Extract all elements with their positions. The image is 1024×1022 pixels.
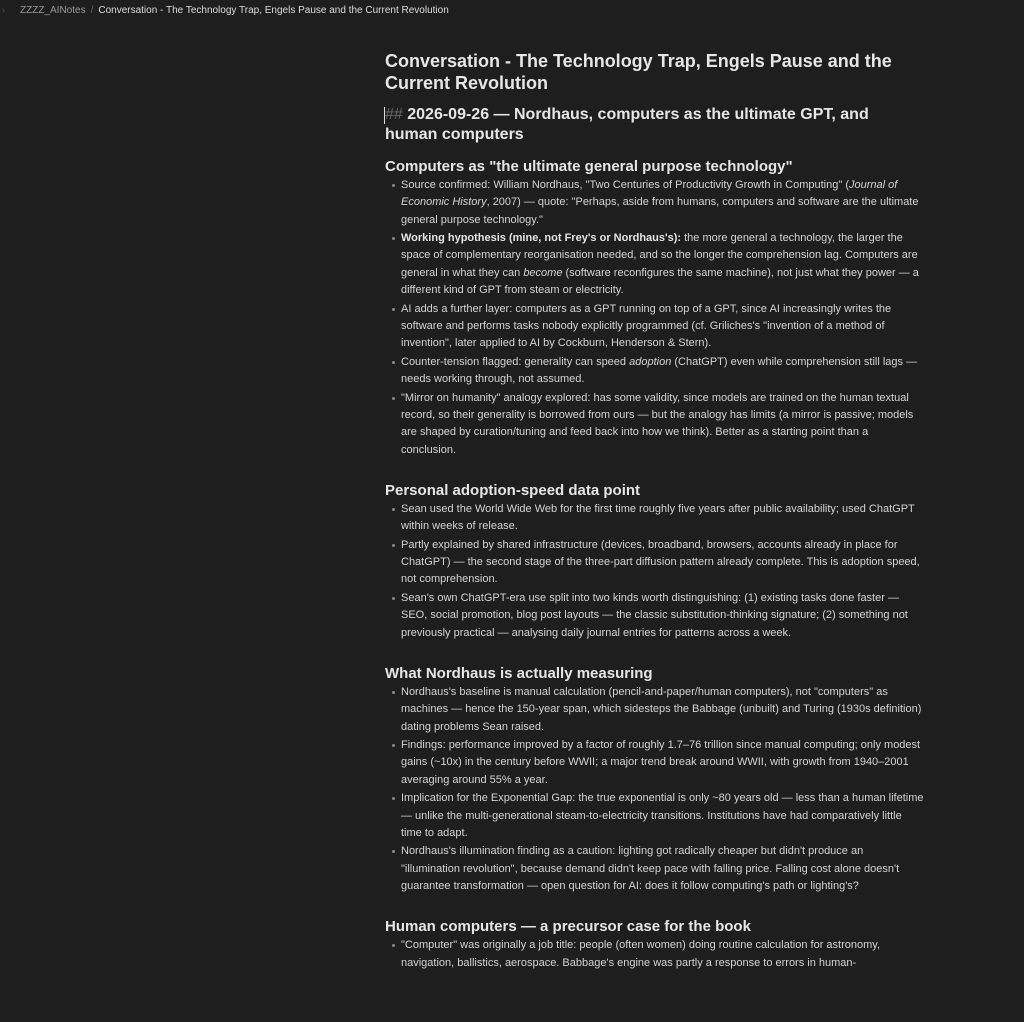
date-heading[interactable] bbox=[385, 105, 925, 145]
bullet-list bbox=[385, 937, 925, 972]
section-heading[interactable]: Human computers — a precursor case for the book bbox=[385, 918, 751, 936]
bullet-dot-icon bbox=[392, 308, 395, 311]
note-title[interactable]: Conversation - The Technology Trap, Engels Pause and the Current Revolution bbox=[385, 51, 892, 93]
section-nordhaus-measuring bbox=[385, 664, 925, 895]
section-adoption-speed bbox=[385, 481, 925, 642]
list-item[interactable]: Counter-tension flagged: generality can speed adoption (ChatGPT) even while comprehension still lags — needs working through, not assumed. bbox=[401, 354, 925, 389]
list-item[interactable]: Source confirmed: William Nordhaus, "Two Centuries of Productivity Growth in Computing" (Journal of Economic History, 2007) — quote: "Perhaps, aside from humans, computers and software are the ultimate general purpose technology." bbox=[401, 177, 925, 229]
section-heading[interactable]: What Nordhaus is actually measuring bbox=[385, 664, 653, 682]
list-item[interactable]: Working hypothesis (mine, not Frey's or Nordhaus's): the more general a technology, the larger the space of complementary reorganisation needed, and so the longer the comprehension lag. Computers are general in what they can become (software reconfigures the same machine), not just what they power — a different kind of GPT from steam or electricity. bbox=[401, 230, 925, 299]
list-item[interactable]: AI adds a further layer: computers as a GPT running on top of a GPT, since AI increasingly writes the software and performs tasks nobody explicitly programmed (cf. Griliches's "invention of a method of invention", later applied to AI by Cockburn, Henderson & Stern). bbox=[401, 301, 925, 353]
breadcrumb-folder[interactable]: ZZZZ_AINotes bbox=[20, 4, 86, 16]
breadcrumb bbox=[0, 0, 1024, 20]
list-item[interactable]: Nordhaus's baseline is manual calculation (pencil-and-paper/human computers), not "computers" as machines — hence the 150-year span, which sidesteps the Babbage (unbuilt) and Turing (1930s definition) dating problems Sean raised. bbox=[401, 684, 925, 736]
chevron-right-icon[interactable]: › bbox=[2, 5, 5, 15]
list-item[interactable]: Partly explained by shared infrastructure (devices, broadband, browsers, accounts already in place for ChatGPT) — the second stage of the three-part diffusion pattern already complete. This is adoption speed, not comprehension. bbox=[401, 537, 925, 589]
list-item[interactable]: Nordhaus's illumination finding as a caution: lighting got radically cheaper but didn't produce an "illumination revolution", because demand didn't keep pace with falling price. Falling cost alone doesn't guarantee transformation — open question for AI: does it follow computing's path or lighting's? bbox=[401, 843, 925, 895]
text-cursor bbox=[384, 107, 385, 124]
bullet-dot-icon bbox=[392, 597, 395, 600]
bullet-dot-icon bbox=[392, 361, 395, 364]
date-heading-text: 2026-09-26 — Nordhaus, computers as the ultimate GPT, and human computers bbox=[385, 106, 869, 143]
section-heading[interactable]: Personal adoption-speed data point bbox=[385, 481, 641, 499]
bullet-dot-icon bbox=[392, 744, 395, 747]
section-human-computers bbox=[385, 917, 925, 972]
section-heading[interactable]: Computers as "the ultimate general purpose technology" bbox=[385, 158, 793, 175]
bullet-dot-icon bbox=[392, 944, 395, 947]
bullet-dot-icon bbox=[392, 691, 395, 694]
breadcrumb-current-note[interactable]: Conversation - The Technology Trap, Engels Pause and the Current Revolution bbox=[98, 4, 449, 16]
bullet-dot-icon bbox=[392, 850, 395, 853]
bullet-list bbox=[385, 177, 925, 459]
bullet-dot-icon bbox=[392, 184, 395, 187]
bullet-dot-icon bbox=[392, 397, 395, 400]
list-item[interactable]: Findings: performance improved by a factor of roughly 1.7–76 trillion since manual computing; only modest gains (~10x) in the century before WWII; a major trend break around WWII, with growth from 1940–2001 averaging around 55% a year. bbox=[401, 737, 925, 789]
list-item[interactable]: "Mirror on humanity" analogy explored: has some validity, since models are trained on the human textual record, so their generality is borrowed from ours — but the analogy has limits (a mirror is passive; models are shaped by curation/tuning and feed back into how we think). Better as a starting point than a conclusion. bbox=[401, 390, 925, 459]
breadcrumb-separator: / bbox=[90, 4, 94, 16]
bullet-dot-icon bbox=[392, 544, 395, 547]
section-ultimate-gpt bbox=[385, 157, 925, 459]
list-item[interactable]: Sean used the World Wide Web for the first time roughly five years after public availability; used ChatGPT within weeks of release. bbox=[401, 501, 925, 536]
list-item[interactable]: Implication for the Exponential Gap: the true exponential is only ~80 years old — less than a human lifetime — unlike the multi-generational steam-to-electricity transitions. Institutions have had comparatively little time to adapt. bbox=[401, 790, 925, 842]
markdown-hash-marker: ## bbox=[385, 106, 403, 123]
list-item[interactable]: "Computer" was originally a job title: people (often women) doing routine calculation for astronomy, navigation, ballistics, aerospace. Babbage's engine was partly a response to errors in human- bbox=[401, 937, 925, 972]
bullet-list bbox=[385, 684, 925, 895]
bullet-dot-icon bbox=[392, 237, 395, 240]
list-item[interactable]: Sean's own ChatGPT-era use split into two kinds worth distinguishing: (1) existing tasks done faster — SEO, social promotion, blog post layouts — the classic substitution-thinking signature; (2) something not previously practical — analysing daily journal entries for patterns across a week. bbox=[401, 590, 925, 642]
bullet-dot-icon bbox=[392, 508, 395, 511]
note-content[interactable] bbox=[385, 50, 925, 994]
bullet-list bbox=[385, 501, 925, 642]
bullet-dot-icon bbox=[392, 797, 395, 800]
